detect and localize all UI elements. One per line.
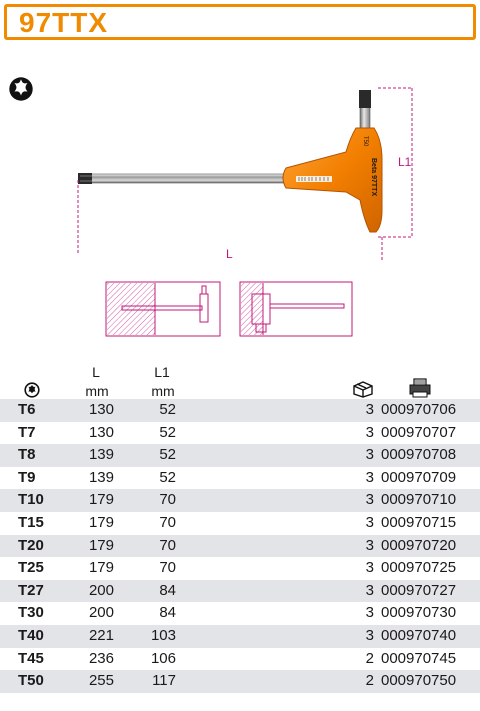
code-cell: 000970715 (381, 513, 457, 531)
table-row (0, 489, 480, 512)
quantity-cell: 3 (365, 513, 374, 531)
size-cell: T27 (18, 581, 44, 599)
length-cell: 130 (88, 401, 114, 418)
length-cell: 179 (88, 559, 114, 577)
size-cell: T15 (18, 513, 44, 531)
code-cell: 000970710 (381, 491, 457, 509)
table-row (0, 535, 480, 558)
length-cell: 139 (88, 468, 114, 486)
dim-L1-label: L1 (398, 155, 412, 169)
usage-diagram-right (240, 282, 352, 336)
size-cell: T6 (18, 401, 36, 418)
size-cell: T8 (18, 446, 36, 464)
quantity-cell: 3 (365, 581, 374, 599)
header-L1-unit: mm (151, 383, 175, 399)
quantity-cell: 2 (365, 672, 374, 690)
header-L: L (92, 364, 100, 380)
size-cell: T7 (18, 423, 36, 441)
length-l1-cell: 106 (150, 649, 176, 667)
table-row (0, 625, 480, 648)
length-cell: 179 (88, 491, 114, 509)
length-l1-cell: 52 (159, 468, 176, 486)
size-cell: T30 (18, 604, 44, 622)
length-l1-cell: 70 (159, 491, 176, 509)
usage-diagram-left (106, 282, 220, 336)
code-cell: 000970709 (381, 468, 457, 486)
handle-print: Beta 97TTX (370, 158, 377, 197)
table-row (0, 580, 480, 603)
quantity-cell: 3 (365, 401, 374, 418)
size-cell: T50 (18, 672, 44, 690)
code-cell: 000970725 (381, 559, 457, 577)
code-cell: 000970720 (381, 536, 457, 554)
table-row (0, 670, 480, 693)
quantity-cell: 3 (365, 423, 374, 441)
header-L-unit: mm (85, 383, 109, 399)
product-table (0, 399, 480, 693)
code-cell: 000970707 (381, 423, 457, 441)
code-cell: 000970730 (381, 604, 457, 622)
page-title: 97TTX (19, 7, 109, 38)
table-row (0, 399, 480, 422)
handle-size: T50 (362, 136, 368, 147)
quantity-cell: 3 (365, 491, 374, 509)
table-row (0, 467, 480, 490)
package-box-icon (352, 380, 374, 398)
table-row (0, 422, 480, 445)
code-cell: 000970750 (381, 672, 457, 690)
table-row (0, 557, 480, 580)
length-l1-cell: 70 (159, 536, 176, 554)
size-cell: T10 (18, 491, 44, 509)
dim-L-label: L (226, 247, 233, 261)
code-cell: 000970706 (381, 401, 457, 418)
size-cell: T25 (18, 559, 44, 577)
size-cell: T40 (18, 626, 44, 644)
table-row (0, 512, 480, 535)
table-row (0, 648, 480, 671)
title-bar (4, 4, 476, 40)
length-cell: 236 (88, 649, 114, 667)
quantity-cell: 2 (365, 649, 374, 667)
table-header (0, 362, 480, 400)
size-cell: T20 (18, 536, 44, 554)
length-cell: 139 (88, 446, 114, 464)
length-cell: 221 (88, 626, 114, 644)
table-row (0, 602, 480, 625)
tip-top (359, 90, 371, 108)
code-cell: 000970708 (381, 446, 457, 464)
usage-diagrams (0, 278, 480, 338)
tip-left (78, 173, 92, 184)
size-cell: T9 (18, 468, 36, 486)
code-cell: 000970727 (381, 581, 457, 599)
quantity-cell: 3 (365, 468, 374, 486)
length-cell: 130 (88, 423, 114, 441)
length-cell: 255 (88, 672, 114, 690)
length-cell: 179 (88, 513, 114, 531)
table-row (0, 444, 480, 467)
quantity-cell: 3 (365, 446, 374, 464)
length-cell: 179 (88, 536, 114, 554)
code-cell: 000970745 (381, 649, 457, 667)
header-L1: L1 (154, 364, 170, 380)
quantity-cell: 3 (365, 626, 374, 644)
length-l1-cell: 103 (150, 626, 176, 644)
quantity-cell: 3 (365, 536, 374, 554)
length-cell: 200 (88, 581, 114, 599)
length-cell: 200 (88, 604, 114, 622)
tool-illustration (0, 80, 480, 280)
length-l1-cell: 84 (159, 604, 176, 622)
barcode-printer-icon (408, 378, 432, 398)
length-l1-cell: 70 (159, 559, 176, 577)
shaft (90, 174, 300, 183)
length-l1-cell: 84 (159, 581, 176, 599)
quantity-cell: 3 (365, 559, 374, 577)
code-cell: 000970740 (381, 626, 457, 644)
torx-star-icon (24, 382, 40, 398)
length-l1-cell: 52 (159, 446, 176, 464)
length-l1-cell: 70 (159, 513, 176, 531)
length-l1-cell: 52 (159, 423, 176, 441)
length-l1-cell: 52 (159, 401, 176, 418)
length-l1-cell: 117 (152, 672, 176, 690)
size-cell: T45 (18, 649, 44, 667)
quantity-cell: 3 (365, 604, 374, 622)
